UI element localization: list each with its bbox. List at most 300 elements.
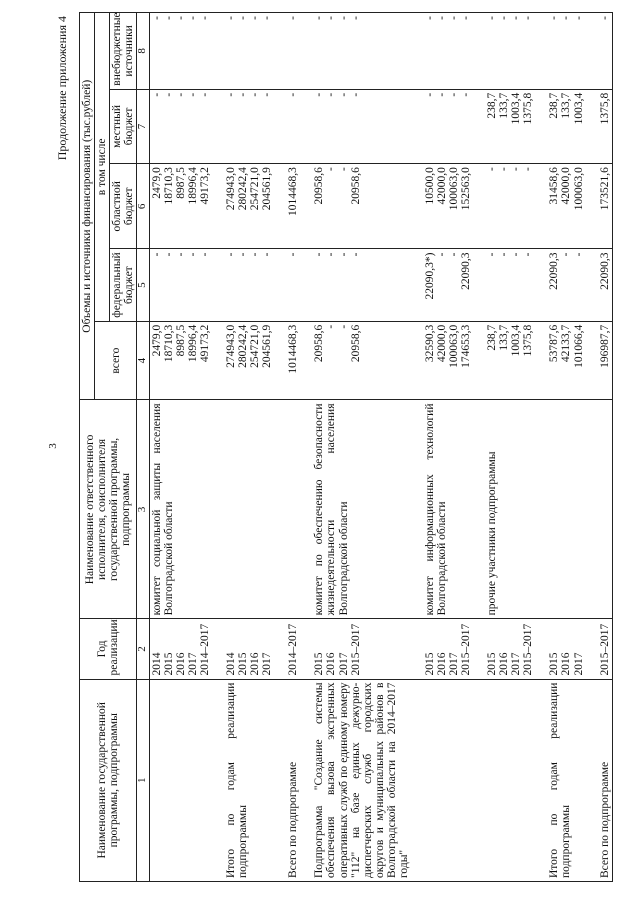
- extra-cell: [547, 13, 585, 90]
- total-value: -: [325, 324, 338, 329]
- regional-value: 18996,4: [186, 167, 199, 205]
- regional-value: 10500,0: [423, 167, 436, 205]
- federal-value: -: [337, 252, 350, 257]
- extra-value: -: [225, 16, 238, 20]
- extra-cell: [485, 13, 535, 90]
- local-value: -: [225, 92, 238, 97]
- year-value: 2015: [548, 652, 561, 676]
- spacer-cell: [586, 321, 598, 400]
- regional-cell: [423, 164, 473, 249]
- spacer-cell: [473, 13, 485, 90]
- year-value: 2015–2017: [522, 623, 535, 676]
- extra-value: -: [548, 16, 561, 20]
- header-extra: внебюджетные источники: [110, 13, 137, 90]
- extra-value: -: [186, 16, 199, 20]
- program-name: Всего по подпрограмме: [287, 761, 300, 878]
- local-cell: [286, 89, 300, 163]
- spacer-cell: [411, 89, 423, 163]
- column-number: 8: [137, 13, 150, 90]
- local-value: -: [199, 92, 212, 97]
- regional-value: 152563,0: [460, 167, 473, 211]
- row-spacer: [411, 13, 423, 882]
- federal-cell: [485, 249, 535, 321]
- year-value: 2015: [162, 652, 175, 676]
- regional-value: -: [498, 167, 511, 171]
- total-value: 101066,4: [572, 324, 585, 368]
- spacer-cell: [586, 89, 598, 163]
- total-cell: [598, 321, 613, 400]
- federal-value: 22090,3: [598, 252, 611, 290]
- year-value: 2014: [150, 652, 163, 676]
- local-value: -: [237, 92, 250, 97]
- regional-value: 31458,6: [548, 167, 561, 205]
- row-spacer: [473, 13, 485, 882]
- program-name-cell: [547, 679, 585, 881]
- local-value: 1003,4: [572, 92, 585, 125]
- local-value: -: [460, 92, 473, 97]
- local-value: 238,7: [486, 92, 499, 119]
- regional-value: -: [522, 167, 535, 171]
- local-cell: [598, 89, 613, 163]
- regional-cell: [149, 164, 212, 249]
- federal-value: -: [325, 252, 338, 257]
- spacer-cell: [411, 13, 423, 90]
- total-value: 53787,6: [548, 324, 561, 363]
- extra-value: -: [510, 16, 523, 20]
- total-cell: [423, 321, 473, 400]
- total-value: 49173,2: [199, 324, 212, 363]
- year-value: 2016: [560, 652, 573, 676]
- spacer-cell: [473, 679, 485, 881]
- column-number: 2: [137, 619, 150, 679]
- total-value: 42133,7: [560, 324, 573, 363]
- year-value: 2017: [448, 652, 461, 676]
- spacer-cell: [586, 13, 598, 90]
- total-value: -: [337, 324, 350, 329]
- year-cell: [423, 619, 473, 679]
- federal-value: -: [486, 252, 499, 257]
- program-name: Подпрограмма "Создание системы обеспечения вызова экстренных оперативных служб по единому номеру "112" на базе единых дежурно-диспетчерских служб городских округов и муниципальных районов в Волгоградской области на 2014–2017 годы": [313, 682, 410, 878]
- program-name: Всего по подпрограмме: [598, 761, 611, 878]
- regional-cell: [224, 164, 274, 249]
- extra-value: -: [313, 16, 326, 20]
- extra-value: -: [199, 16, 212, 20]
- executor-cell: [598, 400, 613, 619]
- spacer-cell: [411, 321, 423, 400]
- row-spacer: [300, 13, 312, 882]
- column-number: 5: [137, 249, 150, 321]
- local-value: -: [150, 92, 163, 97]
- local-value: -: [313, 92, 326, 97]
- regional-value: 8987,5: [174, 167, 187, 199]
- local-cell: [485, 89, 535, 163]
- spacer-cell: [300, 619, 312, 679]
- spacer-cell: [535, 249, 547, 321]
- total-value: 1003,4: [510, 324, 523, 357]
- federal-value: -: [199, 252, 212, 257]
- spacer-cell: [212, 321, 224, 400]
- total-value: 20958,6: [313, 324, 326, 363]
- federal-value: -: [448, 252, 461, 257]
- regional-value: -: [337, 167, 350, 171]
- extra-value: -: [237, 16, 250, 20]
- local-cell: [423, 89, 473, 163]
- spacer-cell: [411, 249, 423, 321]
- executor-cell: [224, 400, 274, 619]
- regional-value: 42000,0: [435, 167, 448, 205]
- year-value: 2016: [325, 652, 338, 676]
- total-value: 133,7: [498, 324, 511, 351]
- column-number: 3: [137, 400, 150, 619]
- spacer-cell: [300, 89, 312, 163]
- program-name-cell: [312, 679, 411, 881]
- rotated-sheet: [55, 12, 635, 882]
- regional-cell: [312, 164, 411, 249]
- federal-value: -: [435, 252, 448, 257]
- extra-value: -: [249, 16, 262, 20]
- executor-name: комитет социальной защиты населения Волгоградской области: [150, 403, 175, 616]
- spacer-cell: [212, 400, 224, 619]
- spacer-cell: [300, 249, 312, 321]
- total-cell: [286, 321, 300, 400]
- spacer-cell: [535, 164, 547, 249]
- spacer-cell: [473, 400, 485, 619]
- total-value: 274943,0: [225, 324, 238, 368]
- table-header: [80, 13, 150, 882]
- table-row: [423, 13, 473, 882]
- spacer-cell: [535, 619, 547, 679]
- local-value: -: [261, 92, 274, 97]
- total-value: 2479,0: [150, 324, 163, 357]
- extra-value: -: [423, 16, 436, 20]
- total-value: 8987,5: [174, 324, 187, 357]
- spacer-cell: [473, 164, 485, 249]
- total-cell: [149, 321, 212, 400]
- row-spacer: [535, 13, 547, 882]
- spacer-cell: [473, 249, 485, 321]
- extra-value: -: [349, 16, 362, 20]
- local-cell: [224, 89, 274, 163]
- spacer-cell: [300, 164, 312, 249]
- year-value: 2017: [572, 652, 585, 676]
- year-value: 2015–2017: [460, 623, 473, 676]
- local-cell: [312, 89, 411, 163]
- federal-value: -: [510, 252, 523, 257]
- spacer-cell: [274, 249, 286, 321]
- federal-value: -: [349, 252, 362, 257]
- regional-value: 18710,3: [162, 167, 175, 205]
- regional-value: 20958,6: [349, 167, 362, 205]
- federal-value: -: [498, 252, 511, 257]
- executor-cell: [423, 400, 473, 619]
- local-value: -: [337, 92, 350, 97]
- extra-value: -: [522, 16, 535, 20]
- extra-value: -: [486, 16, 499, 20]
- year-value: 2015: [313, 652, 326, 676]
- year-value: 2017: [186, 652, 199, 676]
- federal-cell: [286, 249, 300, 321]
- table-row: [547, 13, 585, 882]
- federal-cell: [423, 249, 473, 321]
- year-value: 2015: [423, 652, 436, 676]
- row-spacer: [274, 13, 286, 882]
- federal-value: -: [249, 252, 262, 257]
- local-value: 133,7: [560, 92, 573, 119]
- regional-cell: [286, 164, 300, 249]
- total-value: 196987,7: [598, 324, 611, 368]
- spacer-cell: [274, 679, 286, 881]
- total-value: 18996,4: [186, 324, 199, 363]
- local-value: -: [249, 92, 262, 97]
- total-value: 238,7: [486, 324, 499, 351]
- total-value: 174653,3: [460, 324, 473, 368]
- table-row: [286, 13, 300, 882]
- spacer-cell: [274, 164, 286, 249]
- header-funding: Объемы и источники финансирования (тыс.рублей): [80, 13, 95, 401]
- executor-name: прочие участники подпрограммы: [486, 451, 499, 616]
- total-value: 20958,6: [349, 324, 362, 363]
- federal-value: 22090,3: [548, 252, 561, 290]
- regional-value: 100063,0: [448, 167, 461, 211]
- spacer-cell: [586, 249, 598, 321]
- spacer-cell: [586, 164, 598, 249]
- extra-cell: [149, 13, 212, 90]
- spacer-cell: [300, 321, 312, 400]
- local-value: -: [174, 92, 187, 97]
- spacer-cell: [274, 619, 286, 679]
- funding-table: [79, 12, 613, 882]
- year-cell: [149, 619, 212, 679]
- extra-value: -: [150, 16, 163, 20]
- federal-value: -: [162, 252, 175, 257]
- table-row: [312, 13, 411, 882]
- total-value: 254721,0: [249, 324, 262, 368]
- regional-value: -: [486, 167, 499, 171]
- federal-value: -: [261, 252, 274, 257]
- regional-value: 1014468,3: [287, 167, 300, 217]
- year-value: 2015: [486, 652, 499, 676]
- regional-cell: [598, 164, 613, 249]
- regional-value: -: [325, 167, 338, 171]
- year-cell: [598, 619, 613, 679]
- header-including: в том числе: [95, 13, 110, 322]
- spacer-cell: [535, 321, 547, 400]
- total-cell: [312, 321, 411, 400]
- program-name-cell: [485, 679, 535, 881]
- spacer-cell: [212, 249, 224, 321]
- spacer-cell: [274, 321, 286, 400]
- federal-value: -: [174, 252, 187, 257]
- extra-value: -: [325, 16, 338, 20]
- extra-cell: [286, 13, 300, 90]
- local-value: 238,7: [548, 92, 561, 119]
- extra-value: -: [287, 16, 300, 20]
- program-name-cell: [149, 679, 212, 881]
- federal-value: -: [237, 252, 250, 257]
- regional-value: 254721,0: [249, 167, 262, 211]
- row-spacer: [586, 13, 598, 882]
- regional-value: 274943,0: [225, 167, 238, 211]
- regional-value: -: [510, 167, 523, 171]
- year-cell: [224, 619, 274, 679]
- spacer-cell: [212, 13, 224, 90]
- total-value: 18710,3: [162, 324, 175, 363]
- executor-cell: [547, 400, 585, 619]
- executor-name: комитет по обеспечению безопасности жизнедеятельности населения Волгоградской области: [313, 403, 350, 616]
- federal-value: -: [560, 252, 573, 257]
- total-value: 32590,3: [423, 324, 436, 363]
- spacer-cell: [411, 619, 423, 679]
- total-value: 204561,9: [261, 324, 274, 368]
- spacer-cell: [535, 400, 547, 619]
- header-local: местный бюджет: [110, 89, 137, 163]
- program-name-cell: [598, 679, 613, 881]
- extra-cell: [224, 13, 274, 90]
- spacer-cell: [535, 13, 547, 90]
- total-value: 1375,8: [522, 324, 535, 357]
- regional-value: 49173,2: [199, 167, 212, 205]
- local-value: 133,7: [498, 92, 511, 119]
- spacer-cell: [473, 89, 485, 163]
- local-value: -: [162, 92, 175, 97]
- total-value: 280242,4: [237, 324, 250, 368]
- table-row: [149, 13, 212, 882]
- year-value: 2015–2017: [598, 623, 611, 676]
- spacer-cell: [300, 13, 312, 90]
- header-federal: федеральный бюджет: [110, 249, 137, 321]
- row-spacer: [212, 13, 224, 882]
- local-value: -: [423, 92, 436, 97]
- federal-value: 22090,3: [460, 252, 473, 290]
- extra-value: -: [162, 16, 175, 20]
- spacer-cell: [212, 89, 224, 163]
- year-value: 2015: [237, 652, 250, 676]
- regional-value: 100063,0: [572, 167, 585, 211]
- continuation-caption: Продолжение приложения 4: [55, 16, 69, 161]
- spacer-cell: [300, 400, 312, 619]
- year-cell: [547, 619, 585, 679]
- program-name: Итого по годам реализации подпрограммы: [548, 682, 573, 878]
- local-cell: [547, 89, 585, 163]
- spacer-cell: [274, 400, 286, 619]
- federal-value: -: [225, 252, 238, 257]
- spacer-cell: [473, 321, 485, 400]
- spacer-cell: [586, 619, 598, 679]
- federal-cell: [598, 249, 613, 321]
- total-cell: [485, 321, 535, 400]
- table-row: [485, 13, 535, 882]
- extra-value: -: [560, 16, 573, 20]
- page-number: 3: [46, 443, 59, 449]
- year-value: 2017: [337, 652, 350, 676]
- spacer-cell: [535, 679, 547, 881]
- program-name: Итого по годам реализации подпрограммы: [225, 682, 250, 878]
- federal-cell: [312, 249, 411, 321]
- column-number: 4: [137, 321, 150, 400]
- regional-cell: [547, 164, 585, 249]
- extra-value: -: [498, 16, 511, 20]
- header-executor: Наименование ответственного исполнителя, соисполнителя государственной программы, подпрограммы: [80, 400, 137, 619]
- header-regional: областной бюджет: [110, 164, 137, 249]
- federal-cell: [149, 249, 212, 321]
- federal-value: -: [572, 252, 585, 257]
- local-value: 1375,8: [598, 92, 611, 125]
- year-cell: [485, 619, 535, 679]
- extra-value: -: [448, 16, 461, 20]
- federal-value: -: [313, 252, 326, 257]
- year-value: 2016: [435, 652, 448, 676]
- spacer-cell: [212, 619, 224, 679]
- spacer-cell: [411, 400, 423, 619]
- regional-cell: [485, 164, 535, 249]
- year-value: 2016: [249, 652, 262, 676]
- regional-value: 173521,6: [598, 167, 611, 211]
- program-name-cell: [224, 679, 274, 881]
- spacer-cell: [473, 619, 485, 679]
- executor-cell: [312, 400, 411, 619]
- header-total: всего: [95, 321, 137, 400]
- federal-value: -: [522, 252, 535, 257]
- spacer-cell: [535, 89, 547, 163]
- spacer-cell: [274, 89, 286, 163]
- federal-value: 22090,3*): [423, 252, 436, 300]
- extra-value: -: [598, 16, 611, 20]
- local-value: -: [435, 92, 448, 97]
- column-number: 6: [137, 164, 150, 249]
- column-number: 1: [137, 679, 150, 881]
- program-name-cell: [286, 679, 300, 881]
- spacer-cell: [300, 679, 312, 881]
- year-value: 2017: [510, 652, 523, 676]
- year-value: 2014–2017: [287, 623, 300, 676]
- year-value: 2017: [261, 652, 274, 676]
- federal-cell: [224, 249, 274, 321]
- extra-value: -: [261, 16, 274, 20]
- spacer-cell: [411, 164, 423, 249]
- spacer-cell: [586, 679, 598, 881]
- extra-cell: [312, 13, 411, 90]
- year-value: 2015–2017: [349, 623, 362, 676]
- year-value: 2016: [498, 652, 511, 676]
- local-value: 1375,8: [522, 92, 535, 125]
- total-value: 100063,0: [448, 324, 461, 368]
- column-number: 7: [137, 89, 150, 163]
- total-value: 42000,0: [435, 324, 448, 363]
- executor-cell: [286, 400, 300, 619]
- federal-value: -: [287, 252, 300, 257]
- local-value: -: [186, 92, 199, 97]
- regional-value: 204561,9: [261, 167, 274, 211]
- regional-value: 42000,0: [560, 167, 573, 205]
- total-cell: [547, 321, 585, 400]
- year-value: 2014: [225, 652, 238, 676]
- federal-cell: [547, 249, 585, 321]
- header-year: Год реализации: [80, 619, 137, 679]
- local-value: 1003,4: [510, 92, 523, 125]
- year-value: 2016: [174, 652, 187, 676]
- regional-value: 20958,6: [313, 167, 326, 205]
- executor-name: комитет информационных технологий Волгоградской области: [423, 403, 448, 616]
- total-cell: [224, 321, 274, 400]
- regional-value: 280242,4: [237, 167, 250, 211]
- year-value: 2014–2017: [199, 623, 212, 676]
- spacer-cell: [212, 164, 224, 249]
- local-value: -: [349, 92, 362, 97]
- extra-value: -: [174, 16, 187, 20]
- spacer-cell: [586, 400, 598, 619]
- regional-value: 2479,0: [150, 167, 163, 199]
- spacer-cell: [274, 13, 286, 90]
